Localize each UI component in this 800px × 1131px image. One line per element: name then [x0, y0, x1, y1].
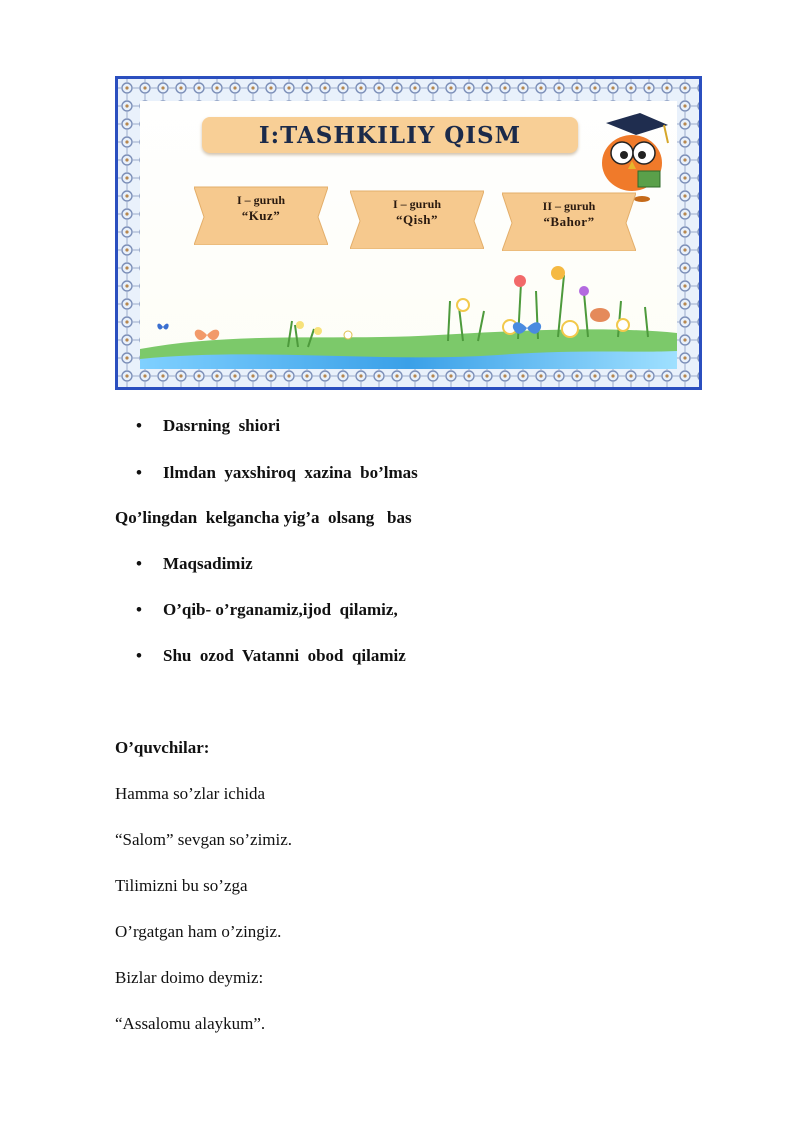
list-item-text: Dasrning shiori [163, 416, 281, 435]
banner-title: I:TASHKILIY QISM [202, 117, 578, 153]
bullet-marker: • [136, 554, 142, 573]
list-item-text: O’qib- o’rganamiz,ijod qilamiz, [163, 600, 398, 619]
section-heading: O’quvchilar: [115, 738, 210, 757]
poem-line: O’rgatgan ham o’zingiz. [115, 922, 282, 941]
group-name: “Kuz” [241, 208, 281, 223]
list-item-text: Shu ozod Vatanni obod qilamiz [163, 646, 406, 665]
butterfly-icon [156, 321, 170, 333]
group-ribbon-qish [350, 187, 484, 249]
group-ribbon-bahor [502, 189, 636, 251]
lesson-banner [115, 76, 702, 390]
group-label: I – guruh [236, 193, 286, 207]
bullet-marker: • [136, 600, 142, 619]
group-name: “Bahor” [543, 214, 595, 229]
bullet-marker: • [136, 646, 142, 665]
poem-line: Bizlar doimo deymiz: [115, 968, 264, 987]
bullet-marker: • [136, 463, 142, 482]
motto-line: Qo’lingdan kelgancha yig’a olsang bas [115, 508, 412, 527]
butterfly-icon [192, 325, 222, 345]
group-label: I – guruh [392, 197, 442, 211]
list-item-text: Ilmdan yaxshiroq xazina bo’lmas [163, 463, 418, 482]
bullet-marker: • [136, 416, 142, 435]
group-ribbon-kuz [194, 183, 328, 245]
poem-line: “Salom” sevgan so’zimiz. [115, 830, 293, 849]
group-label: II – guruh [542, 199, 596, 213]
poem-line: Tilimizni bu so’zga [115, 876, 248, 895]
butterfly-icon [510, 317, 544, 339]
list-item-text: Maqsadimiz [163, 554, 253, 573]
poem-line: “Assalomu alaykum”. [115, 1014, 266, 1033]
group-name: “Qish” [395, 212, 438, 227]
poem-line: Hamma so’zlar ichida [115, 784, 266, 803]
